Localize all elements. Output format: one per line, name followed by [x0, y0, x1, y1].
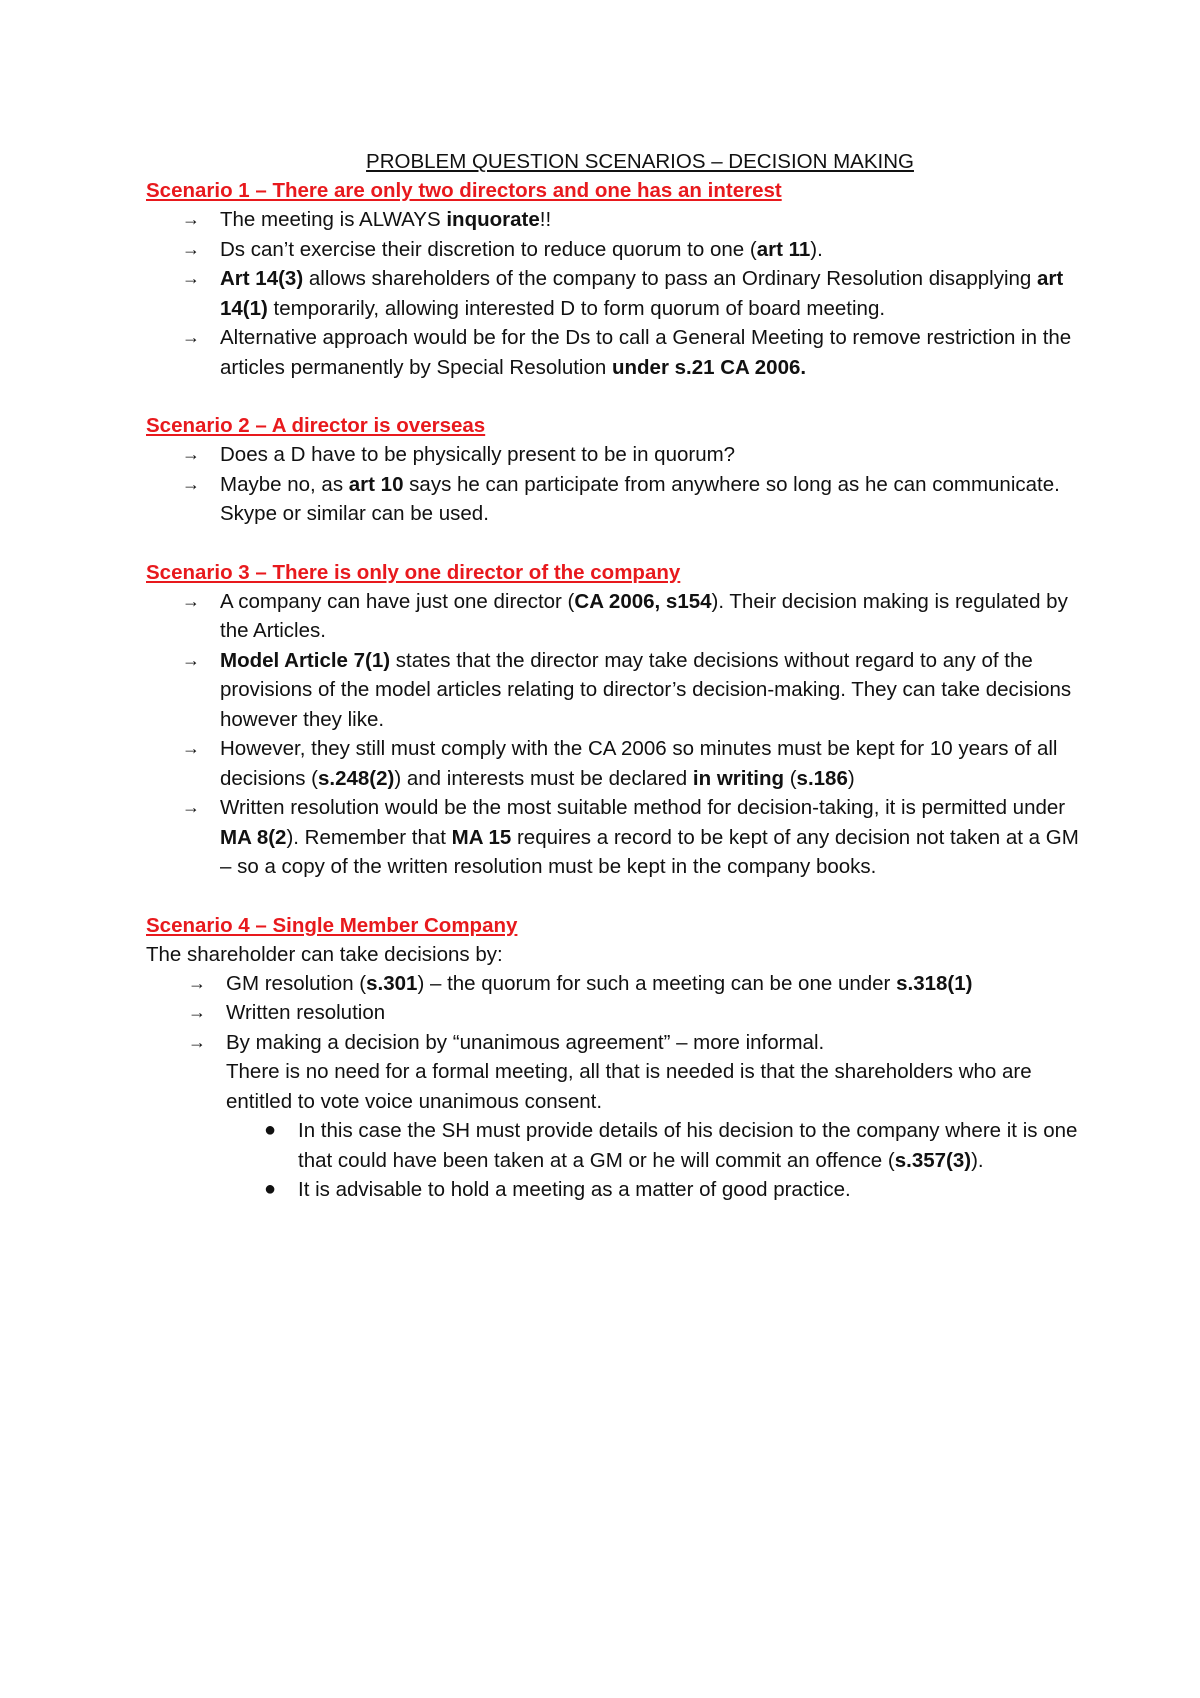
text-run: Written resolution [226, 1001, 386, 1024]
arrow-icon: → [182, 649, 200, 670]
spacer [146, 529, 1086, 558]
item-text [220, 238, 823, 261]
bullet-item [264, 1116, 1086, 1175]
text-run: Alternative approach would be for the Ds to call a General Meeting to remove restriction in the articles permanently by Special Resolution [220, 326, 1072, 379]
bold-text: art 10 [348, 472, 404, 496]
scenario-points [146, 440, 1086, 529]
arrow-icon: → [182, 590, 200, 611]
list-item [182, 205, 1086, 235]
text-run: states that the director may take decisions without regard to any of the provisions of the model articles relating to director’s decision-making. They can take decisions however they like. [220, 648, 1072, 731]
text-run: By making a decision by “unanimous agreement” – more informal. [226, 1030, 825, 1054]
arrow-icon: → [182, 238, 200, 259]
text-run: ( [784, 766, 797, 790]
bold-text: Art 14(3) [220, 267, 304, 290]
spacer [146, 882, 1086, 911]
arrow-icon: → [182, 797, 200, 817]
item-text [220, 326, 1071, 379]
text-run: In this case the SH must provide details of his decision to the company where it is one that could have been taken at a GM or he will commit an offence ( [298, 1119, 1078, 1172]
bold-text: CA 2006, s154 [574, 589, 712, 613]
arrow-icon: → [182, 327, 200, 347]
text-run: requires a record to be kept of any decision not taken at a GM – so a copy of the written resolution must be kept in the company books. [220, 825, 1079, 878]
bold-text: in writing [692, 766, 785, 790]
list-item [182, 440, 1086, 470]
scenario-heading: Scenario 1 – There are only two directors and one has an interest [146, 179, 782, 202]
text-run: ). Their decision making is regulated by the Articles. [220, 589, 1068, 642]
item-continuation: There is no need for a formal meeting, all that is needed is that the shareholders who are entitled to vote voice unanimous consent. [226, 1060, 1032, 1113]
item-text [220, 737, 1057, 790]
text-run: A company can have just one director ( [220, 589, 575, 613]
sub-bullets [226, 1116, 1086, 1205]
text-run: says he can participate from anywhere so long as he can communicate. Skype or similar can be used. [220, 472, 1060, 525]
item-text [220, 267, 1063, 320]
bullet-icon: ● [264, 1119, 277, 1141]
text-run: allows shareholders of the company to pass an Ordinary Resolution disapplying [303, 267, 1038, 290]
scenario-points [146, 205, 1086, 382]
bold-text: MA 15 [451, 825, 512, 849]
arrow-icon: → [182, 444, 200, 464]
list-item [182, 470, 1086, 529]
arrow-icon: → [188, 1002, 206, 1022]
spacer [146, 382, 1086, 411]
scenario-heading: Scenario 3 – There is only one director of the company [146, 560, 681, 584]
scenario-heading: Scenario 4 – Single Member Company [146, 913, 518, 937]
text-run: The meeting is ALWAYS [220, 208, 447, 231]
list-item [182, 734, 1086, 793]
scenario-1 [146, 176, 1086, 382]
bullet-text [298, 1178, 851, 1201]
item-text [226, 972, 972, 995]
arrow-icon: → [188, 972, 206, 993]
text-run: ). [971, 1148, 984, 1172]
text-run: Written resolution would be the most suitable method for decision-taking, it is permitted under [220, 796, 1066, 819]
list-item [188, 969, 1086, 999]
bold-text: s.318(1) [896, 971, 973, 995]
page-title: PROBLEM QUESTION SCENARIOS – DECISION MAKING [366, 150, 914, 173]
bullet-item [264, 1175, 1086, 1205]
scenario-4 [146, 911, 1086, 1205]
text-run: Does a D have to be physically present to be in quorum? [220, 443, 736, 466]
arrow-icon: → [182, 268, 200, 288]
text-run: Ds can’t exercise their discretion to reduce quorum to one ( [220, 237, 757, 261]
arrow-icon: → [182, 473, 200, 494]
list-item [182, 235, 1086, 265]
text-run: However, they still must comply with the CA 2006 so minutes must be kept for 10 years of all decisions ( [220, 737, 1058, 790]
list-item [182, 587, 1086, 646]
text-run: ) and interests must be declared [394, 766, 693, 790]
item-text [220, 590, 1068, 643]
document-body [146, 147, 1086, 1205]
list-item [188, 1028, 1086, 1205]
bullet-text [298, 1119, 1077, 1172]
text-run: ). Remember that [286, 825, 452, 849]
item-text [220, 473, 1060, 526]
bold-text: MA 8(2 [220, 825, 287, 849]
list-item [188, 998, 1086, 1028]
bold-text: s.357(3) [894, 1148, 972, 1172]
scenario-heading: Scenario 2 – A director is overseas [146, 414, 486, 437]
bold-text: inquorate [446, 208, 540, 231]
scenario-points [146, 587, 1086, 882]
scenario-2 [146, 411, 1086, 529]
bold-text: s.301 [366, 971, 418, 995]
list-item [182, 646, 1086, 735]
arrow-icon: → [188, 1031, 206, 1052]
text-run: GM resolution ( [226, 971, 367, 995]
bullet-icon: ● [264, 1178, 277, 1200]
text-run: temporarily, allowing interested D to form quorum of board meeting. [267, 296, 886, 320]
arrow-icon: → [182, 209, 200, 229]
item-text [226, 1031, 824, 1054]
item-text [220, 208, 551, 231]
list-item [182, 264, 1086, 323]
list-item [182, 793, 1086, 882]
text-run: !! [539, 208, 552, 231]
item-text [220, 649, 1071, 731]
bold-text: art 14(1) [220, 267, 1064, 320]
scenario-intro: The shareholder can take decisions by: [146, 942, 503, 966]
bold-text: art 11 [756, 237, 811, 261]
text-run: ) [847, 766, 855, 790]
bold-text: s.248(2) [318, 766, 395, 790]
scenario-points [146, 969, 1086, 1205]
text-run: It is advisable to hold a meeting as a matter of good practice. [298, 1178, 851, 1201]
scenario-3 [146, 558, 1086, 882]
item-text [220, 796, 1079, 878]
item-text [220, 443, 735, 466]
bold-text: under s.21 CA 2006. [611, 355, 807, 379]
text-run: ) – the quorum for such a meeting can be one under [417, 971, 897, 995]
bold-text: s.186 [796, 766, 848, 790]
arrow-icon: → [182, 738, 200, 758]
list-item [182, 323, 1086, 382]
text-run: Maybe no, as [220, 472, 349, 496]
bold-text: Model Article 7(1) [220, 648, 391, 672]
item-text [226, 1001, 385, 1024]
text-run: ). [810, 237, 823, 261]
